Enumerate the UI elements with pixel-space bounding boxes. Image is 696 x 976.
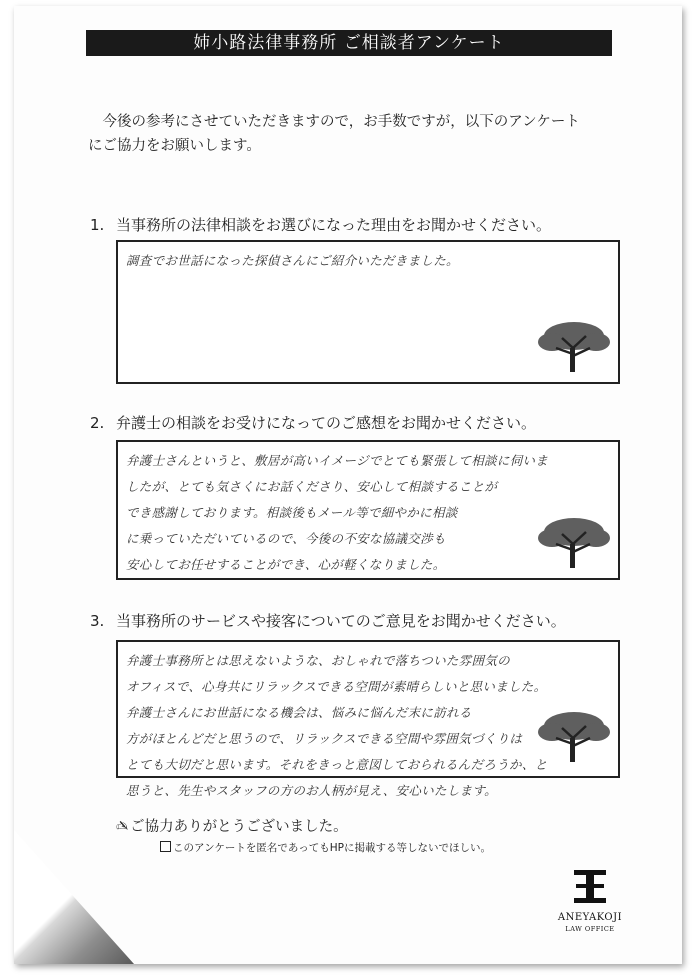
intro-text	[88, 110, 638, 158]
answer-3-line: 方がほとんどだと思うので、リラックスできる空間や雰囲気づくりは	[126, 731, 523, 746]
answer-3-line: 弁護士さんにお世話になる機会は、悩みに悩んだ末に訪れる	[126, 705, 472, 720]
logo-name: ANEYAKOJI	[557, 912, 623, 923]
pen-icon: ✍	[116, 819, 129, 835]
answer-2-line: でき感謝しております。相談後もメール等で細やかに相談	[126, 505, 458, 520]
tree-illustration	[532, 318, 616, 374]
consent-note	[160, 840, 491, 855]
answer-3-line: とても大切だと思います。それをきっと意図しておられるんだろうか、と	[126, 757, 548, 772]
answer-box-3	[116, 640, 620, 798]
page-title: 姉小路法律事務所 ご相談者アンケート	[86, 30, 612, 56]
thanks-text: ご協力ありがとうございました。	[130, 819, 348, 835]
question-2	[90, 412, 536, 433]
tree-illustration	[532, 514, 616, 570]
question-1-text: 当事務所の法律相談をお選びになった理由をお聞かせください。	[116, 216, 552, 234]
answer-3-line: オフィスで、心身共にリラックスできる空間が素晴らしいと思いました。	[126, 679, 547, 694]
answer-2-line: 安心してお任せすることができ、心が軽くなりました。	[126, 557, 446, 572]
logo-subtitle: LAW OFFICE	[565, 925, 615, 933]
answer-box-2	[116, 440, 620, 580]
question-3	[90, 610, 566, 631]
question-3-text: 当事務所のサービスや接客についてのご意見をお聞かせください。	[116, 612, 566, 630]
consent-checkbox[interactable]	[160, 841, 171, 852]
consent-note-text: このアンケートを匿名であってもHPに掲載する等しないでほしい。	[173, 842, 491, 854]
answer-3-line: 弁護士事務所とは思えないような、おしゃれで落ちついた雰囲気の	[126, 653, 510, 668]
answer-3-line: 思うと、先生やスタッフの方のお人柄が見え、安心いたします。	[126, 783, 497, 798]
question-3-number: 3.	[90, 612, 105, 630]
answer-2-line: に乗っていただいているので、今後の不安な協議交渉も	[126, 531, 446, 546]
question-1	[90, 214, 551, 235]
closing-thanks	[116, 815, 348, 836]
answer-2-line: 弁護士さんというと、敷居が高いイメージでとても緊張して相談に伺いま	[126, 453, 549, 468]
question-2-number: 2.	[90, 414, 105, 432]
answer-box-1	[116, 240, 620, 384]
intro-line-1: 今後の参考にさせていただきますので，お手数ですが，以下のアンケート	[102, 114, 580, 130]
tree-illustration	[532, 708, 616, 764]
law-office-logo-icon	[572, 866, 608, 906]
answer-2-line: したが、とても気さくにお話くださり、安心して相談することが	[126, 479, 498, 494]
intro-line-2: にご協力をお願いします。	[88, 138, 261, 154]
question-2-text: 弁護士の相談をお受けになってのご感想をお聞かせください。	[116, 414, 537, 432]
answer-1-text	[126, 248, 610, 274]
answer-1-line: 調査でお世話になった探偵さんにご紹介いただきました。	[126, 253, 459, 268]
question-1-number: 1.	[90, 216, 105, 234]
